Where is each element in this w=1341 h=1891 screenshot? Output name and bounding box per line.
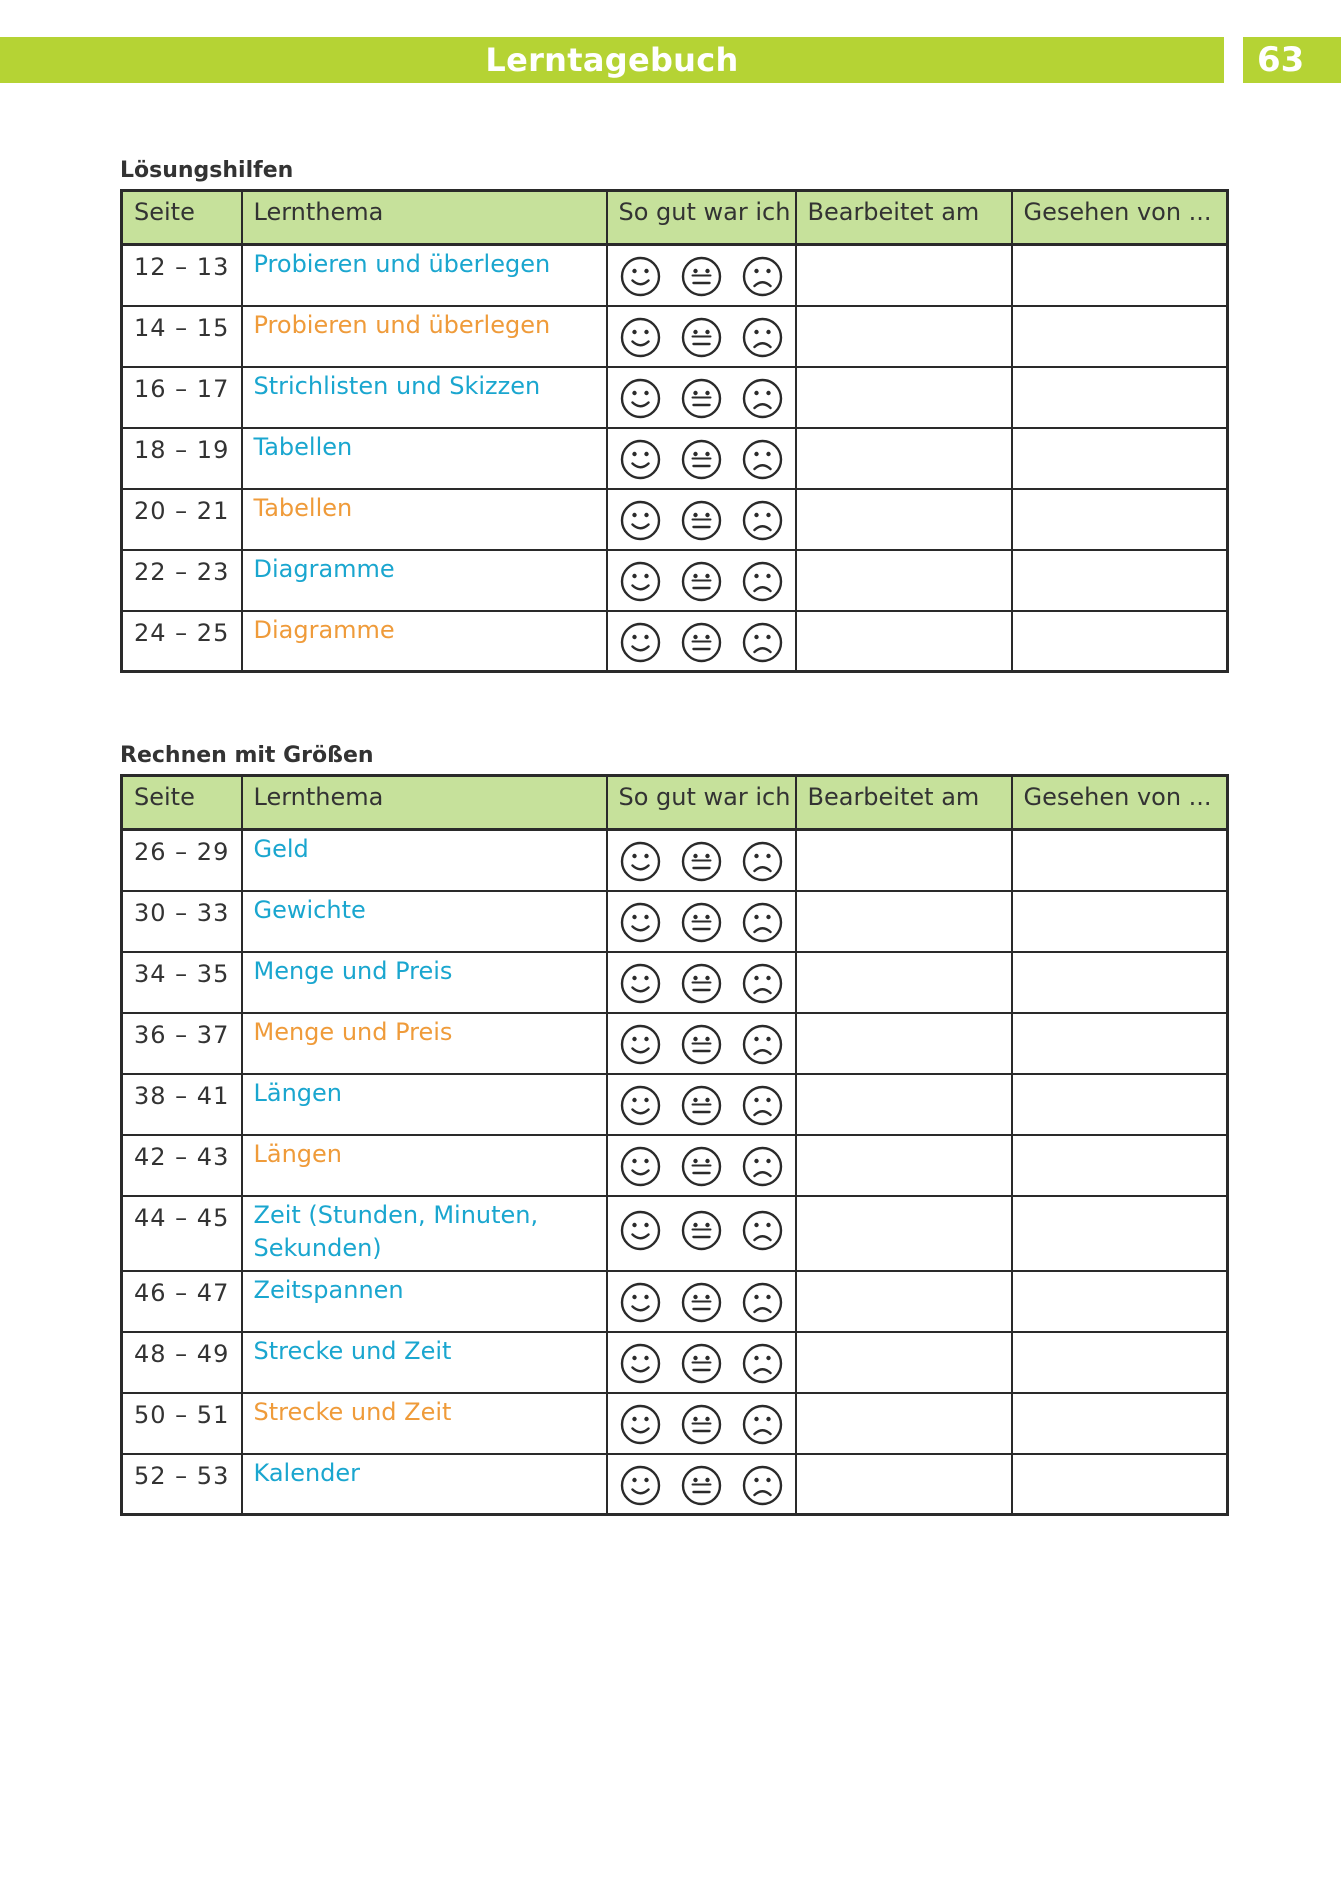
smiley-neutral-icon[interactable]	[681, 1343, 722, 1384]
table-row	[122, 830, 1228, 891]
smiley-sad-icon[interactable]	[742, 622, 783, 663]
bearbeitet-am-cell[interactable]	[796, 1074, 1012, 1135]
smiley-neutral-icon[interactable]	[681, 1210, 722, 1251]
column-header-seite: Seite	[122, 776, 242, 830]
bearbeitet-am-cell[interactable]	[796, 1271, 1012, 1332]
lernthema-cell: Strecke und Zeit	[242, 1332, 607, 1393]
smiley-sad-icon[interactable]	[742, 1210, 783, 1251]
smiley-neutral-icon[interactable]	[681, 1024, 722, 1065]
column-header-gesehen-von: Gesehen von ...	[1012, 191, 1228, 245]
column-header-so-gut-war-ich: So gut war ich	[607, 776, 796, 830]
smiley-happy-icon[interactable]	[620, 1404, 661, 1445]
smiley-sad-icon[interactable]	[742, 1024, 783, 1065]
column-header-seite: Seite	[122, 191, 242, 245]
rating-faces	[620, 256, 795, 297]
lernthema-cell: Zeitspannen	[242, 1271, 607, 1332]
smiley-neutral-icon[interactable]	[681, 256, 722, 297]
rating-faces	[620, 439, 795, 480]
smiley-neutral-icon[interactable]	[681, 1085, 722, 1126]
smiley-happy-icon[interactable]	[620, 1343, 661, 1384]
table-row	[122, 1393, 1228, 1454]
column-header-lernthema: Lernthema	[242, 776, 607, 830]
smiley-happy-icon[interactable]	[620, 439, 661, 480]
smiley-happy-icon[interactable]	[620, 256, 661, 297]
smiley-neutral-icon[interactable]	[681, 1465, 722, 1506]
gesehen-von-cell[interactable]	[1012, 245, 1228, 306]
table-row	[122, 611, 1228, 672]
smiley-happy-icon[interactable]	[620, 1465, 661, 1506]
bearbeitet-am-cell[interactable]	[796, 611, 1012, 672]
smiley-neutral-icon[interactable]	[681, 841, 722, 882]
gesehen-von-cell[interactable]	[1012, 1454, 1228, 1515]
smiley-sad-icon[interactable]	[742, 317, 783, 358]
smiley-neutral-icon[interactable]	[681, 1282, 722, 1323]
rating-faces	[620, 902, 795, 943]
so-gut-war-ich-cell	[607, 952, 796, 1013]
table-row	[122, 1135, 1228, 1196]
so-gut-war-ich-cell	[607, 830, 796, 891]
seite-cell: 48 – 49	[122, 1332, 242, 1393]
smiley-neutral-icon[interactable]	[681, 1146, 722, 1187]
lernthema-cell: Menge und Preis	[242, 952, 607, 1013]
smiley-neutral-icon[interactable]	[681, 1404, 722, 1445]
gesehen-von-cell[interactable]	[1012, 306, 1228, 367]
smiley-happy-icon[interactable]	[620, 378, 661, 419]
seite-cell: 38 – 41	[122, 1074, 242, 1135]
rating-faces	[620, 1465, 795, 1506]
gesehen-von-cell[interactable]	[1012, 550, 1228, 611]
table-row	[122, 1271, 1228, 1332]
bearbeitet-am-cell[interactable]	[796, 550, 1012, 611]
so-gut-war-ich-cell	[607, 367, 796, 428]
lernthema-cell: Strecke und Zeit	[242, 1393, 607, 1454]
table-row	[122, 1332, 1228, 1393]
so-gut-war-ich-cell	[607, 1013, 796, 1074]
seite-cell: 42 – 43	[122, 1135, 242, 1196]
rating-faces	[620, 561, 795, 602]
so-gut-war-ich-cell	[607, 611, 796, 672]
gesehen-von-cell[interactable]	[1012, 1013, 1228, 1074]
rating-faces	[620, 317, 795, 358]
smiley-happy-icon[interactable]	[620, 500, 661, 541]
bearbeitet-am-cell[interactable]	[796, 306, 1012, 367]
table-row	[122, 245, 1228, 306]
smiley-neutral-icon[interactable]	[681, 622, 722, 663]
table-row	[122, 428, 1228, 489]
table-row	[122, 550, 1228, 611]
table-row	[122, 891, 1228, 952]
lernthema-cell: Tabellen	[242, 428, 607, 489]
bearbeitet-am-cell[interactable]	[796, 1393, 1012, 1454]
rating-faces	[620, 841, 795, 882]
lernthema-cell: Zeit (Stunden, Minuten, Sekunden)	[242, 1196, 607, 1271]
smiley-neutral-icon[interactable]	[681, 963, 722, 1004]
gesehen-von-cell[interactable]	[1012, 830, 1228, 891]
smiley-happy-icon[interactable]	[620, 902, 661, 943]
bearbeitet-am-cell[interactable]	[796, 489, 1012, 550]
smiley-happy-icon[interactable]	[620, 622, 661, 663]
seite-cell: 30 – 33	[122, 891, 242, 952]
table-row	[122, 952, 1228, 1013]
smiley-happy-icon[interactable]	[620, 1146, 661, 1187]
lernthema-cell: Gewichte	[242, 891, 607, 952]
rating-faces	[620, 1085, 795, 1126]
seite-cell: 34 – 35	[122, 952, 242, 1013]
bearbeitet-am-cell[interactable]	[796, 1196, 1012, 1271]
bearbeitet-am-cell[interactable]	[796, 830, 1012, 891]
rating-faces	[620, 1024, 795, 1065]
smiley-happy-icon[interactable]	[620, 841, 661, 882]
bearbeitet-am-cell[interactable]	[796, 1454, 1012, 1515]
rating-faces	[620, 963, 795, 1004]
smiley-sad-icon[interactable]	[742, 1282, 783, 1323]
table-row	[122, 1013, 1228, 1074]
rating-faces	[620, 500, 795, 541]
so-gut-war-ich-cell	[607, 1074, 796, 1135]
seite-cell: 44 – 45	[122, 1196, 242, 1271]
lernthema-cell: Menge und Preis	[242, 1013, 607, 1074]
gesehen-von-cell[interactable]	[1012, 367, 1228, 428]
gesehen-von-cell[interactable]	[1012, 611, 1228, 672]
so-gut-war-ich-cell	[607, 306, 796, 367]
seite-cell: 22 – 23	[122, 550, 242, 611]
table-header-row	[122, 191, 1228, 245]
seite-cell: 14 – 15	[122, 306, 242, 367]
bearbeitet-am-cell[interactable]	[796, 952, 1012, 1013]
lernthema-cell: Geld	[242, 830, 607, 891]
seite-cell: 20 – 21	[122, 489, 242, 550]
bearbeitet-am-cell[interactable]	[796, 428, 1012, 489]
so-gut-war-ich-cell	[607, 891, 796, 952]
smiley-sad-icon[interactable]	[742, 1343, 783, 1384]
column-header-so-gut-war-ich: So gut war ich	[607, 191, 796, 245]
lernthema-cell: Kalender	[242, 1454, 607, 1515]
lernthema-cell: Diagramme	[242, 550, 607, 611]
lernthema-cell: Längen	[242, 1074, 607, 1135]
seite-cell: 18 – 19	[122, 428, 242, 489]
column-header-bearbeitet-am: Bearbeitet am	[796, 776, 1012, 830]
bearbeitet-am-cell[interactable]	[796, 891, 1012, 952]
smiley-sad-icon[interactable]	[742, 561, 783, 602]
lernthema-cell: Probieren und überlegen	[242, 245, 607, 306]
smiley-sad-icon[interactable]	[742, 1146, 783, 1187]
gesehen-von-cell[interactable]	[1012, 952, 1228, 1013]
seite-cell: 46 – 47	[122, 1271, 242, 1332]
so-gut-war-ich-cell	[607, 1135, 796, 1196]
section-title-rechnen-mit-groessen: Rechnen mit Größen	[120, 743, 374, 768]
page-title: Lerntagebuch	[485, 41, 739, 79]
smiley-happy-icon[interactable]	[620, 317, 661, 358]
table-row	[122, 367, 1228, 428]
rating-faces	[620, 1282, 795, 1323]
smiley-sad-icon[interactable]	[742, 256, 783, 297]
smiley-neutral-icon[interactable]	[681, 378, 722, 419]
seite-cell: 36 – 37	[122, 1013, 242, 1074]
so-gut-war-ich-cell	[607, 1332, 796, 1393]
gesehen-von-cell[interactable]	[1012, 1271, 1228, 1332]
smiley-happy-icon[interactable]	[620, 1024, 661, 1065]
smiley-sad-icon[interactable]	[742, 1404, 783, 1445]
so-gut-war-ich-cell	[607, 1271, 796, 1332]
so-gut-war-ich-cell	[607, 550, 796, 611]
column-header-gesehen-von: Gesehen von ...	[1012, 776, 1228, 830]
lernthema-cell: Strichlisten und Skizzen	[242, 367, 607, 428]
seite-cell: 52 – 53	[122, 1454, 242, 1515]
lernthema-cell: Tabellen	[242, 489, 607, 550]
smiley-neutral-icon[interactable]	[681, 439, 722, 480]
table-row	[122, 1454, 1228, 1515]
so-gut-war-ich-cell	[607, 489, 796, 550]
gesehen-von-cell[interactable]	[1012, 1074, 1228, 1135]
gesehen-von-cell[interactable]	[1012, 489, 1228, 550]
table-header-row	[122, 776, 1228, 830]
table-row	[122, 1074, 1228, 1135]
smiley-neutral-icon[interactable]	[681, 317, 722, 358]
rating-faces	[620, 1210, 795, 1251]
smiley-neutral-icon[interactable]	[681, 561, 722, 602]
rating-faces	[620, 1343, 795, 1384]
smiley-happy-icon[interactable]	[620, 561, 661, 602]
smiley-sad-icon[interactable]	[742, 1085, 783, 1126]
learning-table-loesungshilfen	[120, 189, 1229, 673]
smiley-happy-icon[interactable]	[620, 1210, 661, 1251]
smiley-sad-icon[interactable]	[742, 841, 783, 882]
smiley-neutral-icon[interactable]	[681, 500, 722, 541]
gesehen-von-cell[interactable]	[1012, 891, 1228, 952]
rating-faces	[620, 1404, 795, 1445]
bearbeitet-am-cell[interactable]	[796, 1135, 1012, 1196]
so-gut-war-ich-cell	[607, 1393, 796, 1454]
table-row	[122, 306, 1228, 367]
seite-cell: 24 – 25	[122, 611, 242, 672]
seite-cell: 12 – 13	[122, 245, 242, 306]
bearbeitet-am-cell[interactable]	[796, 1013, 1012, 1074]
rating-faces	[620, 622, 795, 663]
column-header-bearbeitet-am: Bearbeitet am	[796, 191, 1012, 245]
lernthema-cell: Längen	[242, 1135, 607, 1196]
bearbeitet-am-cell[interactable]	[796, 245, 1012, 306]
so-gut-war-ich-cell	[607, 1454, 796, 1515]
header-bar	[0, 37, 1224, 83]
learning-table-rechnen-mit-groessen	[120, 774, 1229, 1516]
gesehen-von-cell[interactable]	[1012, 1196, 1228, 1271]
section-title-loesungshilfen: Lösungshilfen	[120, 158, 294, 183]
page-number-box	[1243, 37, 1341, 83]
lernthema-cell: Probieren und überlegen	[242, 306, 607, 367]
table-row	[122, 1196, 1228, 1271]
so-gut-war-ich-cell	[607, 428, 796, 489]
smiley-sad-icon[interactable]	[742, 439, 783, 480]
page-number: 63	[1257, 40, 1305, 80]
so-gut-war-ich-cell	[607, 1196, 796, 1271]
smiley-sad-icon[interactable]	[742, 500, 783, 541]
gesehen-von-cell[interactable]	[1012, 1393, 1228, 1454]
gesehen-von-cell[interactable]	[1012, 1135, 1228, 1196]
seite-cell: 16 – 17	[122, 367, 242, 428]
gesehen-von-cell[interactable]	[1012, 1332, 1228, 1393]
rating-faces	[620, 1146, 795, 1187]
lernthema-cell: Diagramme	[242, 611, 607, 672]
column-header-lernthema: Lernthema	[242, 191, 607, 245]
smiley-happy-icon[interactable]	[620, 963, 661, 1004]
smiley-sad-icon[interactable]	[742, 1465, 783, 1506]
bearbeitet-am-cell[interactable]	[796, 1332, 1012, 1393]
table-row	[122, 489, 1228, 550]
seite-cell: 26 – 29	[122, 830, 242, 891]
bearbeitet-am-cell[interactable]	[796, 367, 1012, 428]
smiley-happy-icon[interactable]	[620, 1282, 661, 1323]
smiley-sad-icon[interactable]	[742, 902, 783, 943]
gesehen-von-cell[interactable]	[1012, 428, 1228, 489]
so-gut-war-ich-cell	[607, 245, 796, 306]
smiley-neutral-icon[interactable]	[681, 902, 722, 943]
smiley-sad-icon[interactable]	[742, 963, 783, 1004]
rating-faces	[620, 378, 795, 419]
smiley-sad-icon[interactable]	[742, 378, 783, 419]
smiley-happy-icon[interactable]	[620, 1085, 661, 1126]
seite-cell: 50 – 51	[122, 1393, 242, 1454]
